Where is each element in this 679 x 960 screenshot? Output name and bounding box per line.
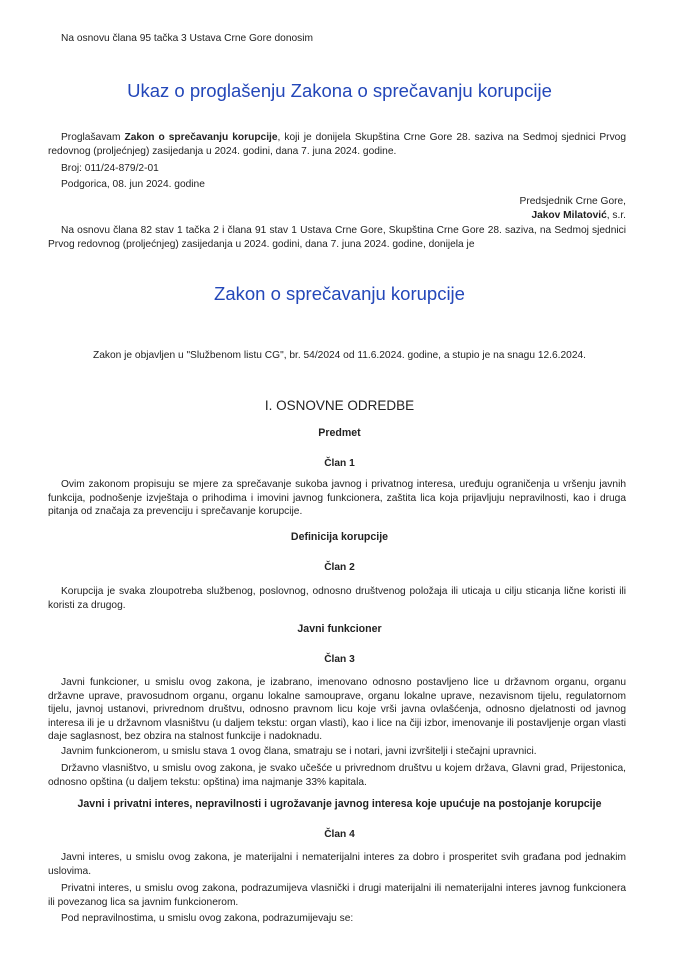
article-4-paragraph-1: Javni interes, u smislu ovog zakona, je materijalni i nematerijalni interes za dobro i prosperitet svih građana pod jednakim uslovima. bbox=[48, 852, 626, 877]
section-javni-funkcioner: Javni funkcioner bbox=[297, 623, 382, 635]
article-4-paragraph-2: Privatni interes, u smislu ovog zakona, podrazumijeva vlasnički i drugi materijalni ili nematerijalni interes javnog funkcionera ili povezanog lica sa javnim funkcionerom. bbox=[48, 883, 626, 908]
published-note: Zakon je objavljen u "Službenom listu CG", br. 54/2024 od 11.6.2024. godine, a stupio je na snagu 12.6.2024. bbox=[93, 350, 586, 361]
signature-name: Jakov Milatović bbox=[531, 210, 607, 221]
section-predmet: Predmet bbox=[318, 427, 361, 439]
article-2-text: Korupcija je svaka zloupotreba službenog, poslovnog, odnosno društvenog položaja ili uticaja u cilju sticanja lične koristi ili koristi za drugog. bbox=[48, 586, 626, 611]
section-definicija: Definicija korupcije bbox=[290, 531, 389, 543]
place-date-text: Podgorica, 08. jun 2024. godine bbox=[61, 179, 205, 190]
adoption-paragraph: Na osnovu člana 82 stav 1 tačka 2 i člana 91 stav 1 Ustava Crne Gore, Skupština Crne Gore 28. saziva, na Sedmoj sjednici Prvog redovnog (proljećnjeg) zasijedanja u 2024. godini, dana 7. juna 2024. godine, donijela je bbox=[48, 225, 626, 250]
article-3-paragraph-3: Državno vlasništvo, u smislu ovog zakona, je svako učešće u privrednom društvu u kojem država, Glavni grad, Prijestonica, odnosno opština (u daljem tekstu: opština) ima najmanje 33% kapitala. bbox=[48, 763, 626, 788]
article-3-paragraph-1: Javni funkcioner, u smislu ovog zakona, je izabrano, imenovano odnosno postavljeno lice u državnom organu, organu državne uprave, pravosudnom organu, organu lokalne samouprave, organu lokalne uprave, nezavisnom tijelu, regulatornom tijelu, javnoj ustanovi, privrednom društvu, odnosno pravnom licu koje vrši javna ovlašćenja, odnosno djelatnosti od javnog interesa ili je u državnom vlasništvu (u daljem tekstu: organ vlasti), kao i lice na čiji izbor, imenovanje ili postavljenje organ vlasti daje saglasnost, bez obzira na stalnost funkcije i nadoknadu. bbox=[48, 677, 626, 743]
section-interes: Javni i privatni interes, nepravilnosti i ugrožavanje javnog interesa koje upućuje na postojanje korupcije bbox=[77, 798, 602, 810]
proglasavam-paragraph bbox=[48, 131, 626, 158]
article-3-paragraph-2: Javnim funkcionerom, u smislu stava 1 ovog člana, smatraju se i notari, javni izvršitelji i stečajni upravnici. bbox=[61, 746, 537, 757]
proglasavam-rest: , koji je donijela Skupština Crne Gore 28. saziva na Sedmoj sjednici Prvog redovnog (proljećnjeg) zasijedanja u 2024. godini, dana 7. juna 2024. godine. bbox=[48, 132, 626, 157]
signature-line bbox=[360, 209, 626, 223]
article-4-heading: Član 4 bbox=[324, 829, 355, 840]
proglasavam-lead: Proglašavam bbox=[61, 132, 125, 143]
article-2-heading: Član 2 bbox=[324, 562, 355, 573]
broj-text: Broj: 011/24-879/2-01 bbox=[61, 163, 159, 174]
proglasavam-law-name: Zakon o sprečavanju korupcije bbox=[124, 132, 278, 143]
chapter-heading: I. OSNOVNE ODREDBE bbox=[264, 398, 415, 413]
preamble-text: Na osnovu člana 95 tačka 3 Ustava Crne Gore donosim bbox=[61, 33, 313, 44]
signature-suffix: , s.r. bbox=[606, 210, 626, 221]
zakon-title: Zakon o sprečavanju korupcije bbox=[214, 283, 465, 304]
article-1-text: Ovim zakonom propisuju se mjere za sprečavanje sukoba javnog i privatnog interesa, uređuju ograničenja u vršenju javnih funkcija, podnošenje izvještaja o prihodima i imovini javnog funkcionera, zaštita lica koja prijavljuju nepravilnosti, kao i druga pitanja od značaja za prevenciju i sprečavanje korupcije. bbox=[48, 479, 626, 518]
signature-role: Predsjednik Crne Gore, bbox=[519, 196, 626, 207]
article-3-heading: Član 3 bbox=[324, 654, 355, 665]
ukaz-title: Ukaz o proglašenju Zakona o sprečavanju korupcije bbox=[127, 80, 552, 101]
article-4-paragraph-3: Pod nepravilnostima, u smislu ovog zakona, podrazumijevaju se: bbox=[61, 913, 354, 924]
article-1-heading: Član 1 bbox=[324, 458, 355, 469]
